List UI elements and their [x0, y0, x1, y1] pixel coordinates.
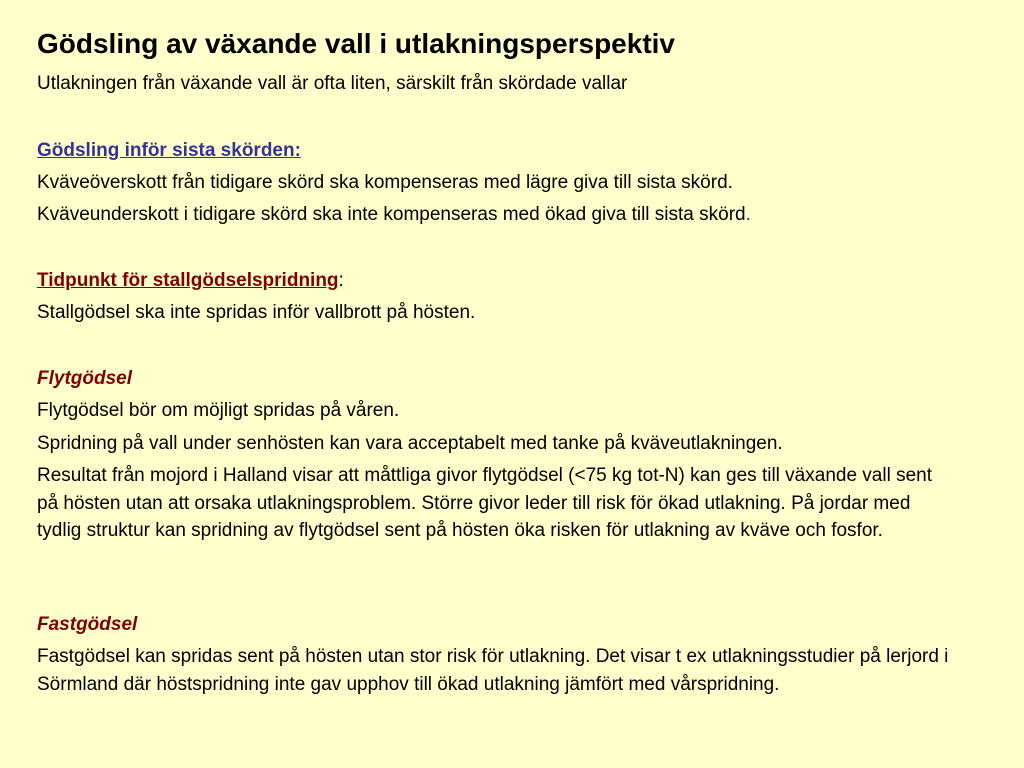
- section2-line: Stallgödsel ska inte spridas inför vallbrott på hösten.: [37, 302, 476, 323]
- section4-paragraph: Fastgödsel kan spridas sent på hösten utan stor risk för utlakning. Det visar t ex utlakningsstudier på lerjord i Sörmland där höstspridning inte gav upphov till ökad utlakning jämfört med vårspridning.: [37, 646, 949, 695]
- section-heading-tidpunkt: Tidpunkt för stallgödselspridning: [37, 270, 339, 291]
- intro-text: Utlakningen från växande vall är ofta liten, särskilt från skördade vallar: [37, 73, 628, 94]
- section-heading-tidpunkt-colon: :: [338, 270, 344, 291]
- section-heading-tidpunkt-wrap: [37, 267, 344, 294]
- section3-line-2: Spridning på vall under senhösten kan vara acceptabelt med tanke på kväveutlakningen.: [37, 433, 783, 454]
- section-heading-fastgodsel: Fastgödsel: [37, 614, 138, 635]
- section-heading-godsling: Gödsling inför sista skörden:: [37, 140, 301, 161]
- section3-paragraph: Resultat från mojord i Halland visar att måttliga givor flytgödsel (<75 kg tot-N) kan ges till växande vall sent på hösten utan att orsaka utlakningsproblem. Större givor leder till risk för ökad utlakning. På jordar med tydlig struktur kan spridning av flytgödsel sent på hösten öka risken för utlakning av kväve och fosfor.: [37, 465, 932, 541]
- section1-line-1: Kväveöverskott från tidigare skörd ska kompenseras med lägre giva till sista skörd.: [37, 172, 733, 193]
- section1-line-2-dot: .: [745, 204, 751, 225]
- section1-line-2: [37, 201, 751, 228]
- section-heading-flytgodsel: Flytgödsel: [37, 368, 133, 389]
- section3-line-1: Flytgödsel bör om möjligt spridas på våren.: [37, 400, 400, 421]
- slide-title: Gödsling av växande vall i utlakningsperspektiv: [37, 28, 675, 59]
- section1-line-2-text: Kväveunderskott i tidigare skörd ska inte kompenseras med ökad giva till sista skörd: [37, 204, 746, 225]
